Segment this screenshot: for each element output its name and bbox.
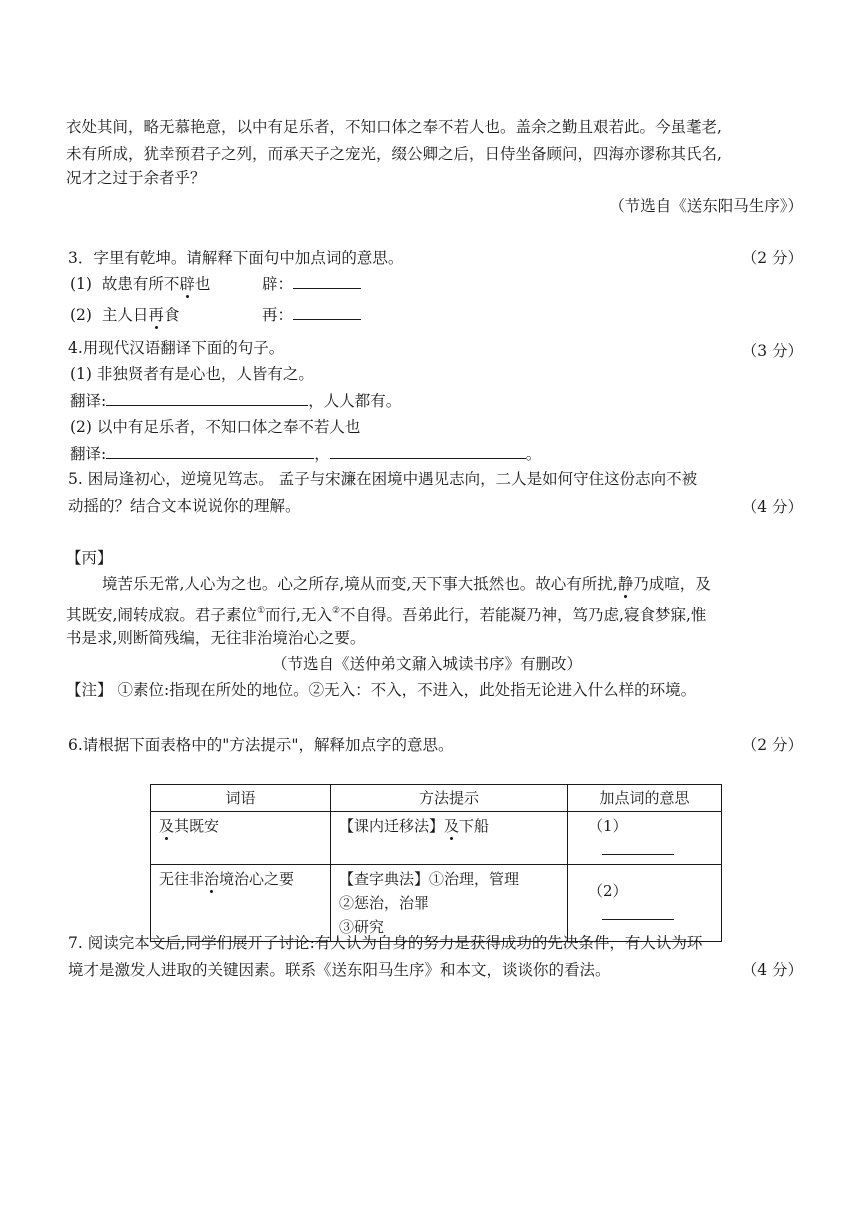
table-row [151, 812, 722, 865]
q4-translation-2 [70, 444, 541, 464]
passage-c-note [66, 680, 696, 700]
passage-c-heading: 【丙】 [66, 549, 113, 567]
q4-score: （3 分） [741, 342, 803, 360]
row-1-word-dotted: 及 [159, 817, 175, 835]
q3-item-2-sentence-post: 食 [163, 306, 180, 324]
table-row [151, 865, 722, 942]
passage-c-line-1-pre: 境苦乐无常,人心为之也。心之所存,境从而变,天下事大抵然也。故心有所扰, [102, 575, 618, 593]
passage-c-line-3: 书是求,则断简残编，无往非治境治心之要。 [66, 629, 366, 647]
row-1-hint-post: 下船 [459, 817, 490, 835]
q3-item-1-sentence-post: 也 [194, 275, 211, 293]
q5-line-2: 动摇的？结合文本说说你的理解。 [68, 497, 301, 515]
q5-score: （4 分） [741, 498, 803, 516]
q3-item-1-sentence-pre: 故患有所不 [101, 275, 180, 293]
q4-translation-2-label: 翻译: [70, 445, 107, 463]
q3-item-2-dotted-word: 再 [148, 306, 164, 324]
passage-b-line-2: 未有所成，犹幸预君子之列，而承天子之宠光，缀公卿之后，日侍坐备顾问，四海亦谬称其氏名, [66, 145, 722, 163]
row-2-answer-blank[interactable] [602, 905, 674, 920]
method-table-header [151, 785, 722, 812]
passage-b-line-3: 况才之过于余者乎？ [66, 169, 206, 187]
q3-item-2-answer [262, 305, 361, 325]
q4-stem: 4.用现代汉语翻译下面的句子。 [68, 339, 285, 357]
footnote-marker-1: ① [256, 606, 266, 616]
q4-translation-1 [70, 391, 401, 411]
q4-item-1: (1) 非独贤者有是心也，人皆有之。 [70, 365, 314, 383]
passage-b-line-1: 衣处其间，略无慕艳意，以中有足乐者，不知口体之奉不若人也。盖余之勤且艰若此。今虽耄老, [66, 118, 722, 136]
q3-item-2-label: 再： [262, 306, 294, 324]
passage-c-note-label: 【注】 [66, 681, 113, 699]
q5-line-1: 5. 困局逢初心，逆境见笃志。 孟子与宋濂在困境中遇见志向，二人是如何守住这份志向不被 [68, 470, 698, 488]
q3-item-1-num: (1) [70, 275, 92, 293]
q3-item-1-blank[interactable] [293, 274, 361, 289]
q7-line-2: 境才是激发人进取的关键因素。联系《送东阳马生序》和本文，谈谈你的看法。 [68, 961, 611, 979]
row-2-hint-line-1: 【查字典法】①治理，管理 [339, 870, 520, 888]
q4-translation-2-mid: ， [314, 445, 330, 463]
row-1-answer-num: （1） [588, 817, 628, 835]
passage-c-note-text: ①素位:指现在所处的地位。②无入：不入，不进入，此处指无论进入什么样的环境。 [117, 681, 697, 699]
passage-c-line-2-b: 而行,无入 [265, 606, 332, 624]
q3-item-1-answer [262, 274, 361, 294]
passage-b-source: （节选自《送东阳马生序》） [609, 197, 803, 215]
q6-score: （2 分） [741, 736, 803, 754]
header-method: 方法提示 [331, 785, 568, 812]
passage-c-dotted-jing: 静 [617, 575, 634, 593]
passage-c-line-1 [102, 574, 711, 594]
q6-stem: 6.请根据下面表格中的"方法提示"，解释加点字的意思。 [68, 736, 454, 754]
q4-translation-1-label: 翻译: [70, 392, 107, 410]
q3-score: （2 分） [741, 249, 803, 267]
q4-item-2: (2) 以中有足乐者，不知口体之奉不若人也 [70, 418, 361, 436]
q3-item-2 [70, 305, 179, 325]
q4-translation-1-tail: ，人人都有。 [308, 392, 402, 410]
row-2-answer [568, 865, 722, 942]
row-1-hint-pre: 【课内迁移法】 [339, 817, 445, 835]
q3-item-2-blank[interactable] [293, 305, 361, 320]
row-1-hint-dotted: 及 [444, 817, 460, 835]
row-1-answer-blank[interactable] [602, 840, 674, 855]
passage-c-source: （节选自《送仲弟文鼐入城读书序》有删改） [272, 655, 583, 673]
q7-score: （4 分） [741, 961, 803, 979]
q3-item-1 [70, 274, 210, 294]
q3-item-2-num: (2) [70, 306, 92, 324]
q4-translation-2-tail: 。 [525, 445, 542, 463]
q3-stem: 3．字里有乾坤。请解释下面句中加点词的意思。 [68, 249, 404, 267]
header-word: 词语 [151, 785, 331, 812]
method-table [150, 784, 722, 942]
passage-c-line-1-post: 乃成喧，及 [633, 575, 711, 593]
footnote-marker-2: ② [331, 606, 341, 616]
q3-item-1-label: 辟： [262, 275, 294, 293]
q7-line-1: 7. 阅读完本文后,同学们展开了讨论:有人认为自身的努力是获得成功的先决条件，有人认为环 [68, 934, 703, 952]
row-2-word-dotted: 治 [204, 870, 220, 888]
passage-c-line-2-a: 其既安,闹转成寂。君子素位 [66, 606, 257, 624]
row-2-word [151, 865, 331, 942]
q4-translation-1-blank[interactable] [106, 391, 308, 406]
row-2-answer-num: （2） [588, 882, 628, 900]
q4-translation-2-blank-b[interactable] [330, 444, 526, 459]
row-2-word-pre: 无往非 [159, 870, 205, 888]
q4-translation-2-blank-a[interactable] [106, 444, 314, 459]
row-2-hint-line-3: ③研究 [339, 918, 385, 936]
row-2-hint [331, 865, 568, 942]
row-2-hint-line-2: ②惩治，治罪 [339, 894, 430, 912]
row-2-word-post: 境治心之要 [219, 870, 295, 888]
row-1-answer [568, 812, 722, 865]
row-1-hint [331, 812, 568, 865]
row-1-word-post: 其既安 [174, 817, 220, 835]
row-1-word [151, 812, 331, 865]
passage-c-line-2-c: 不自得。吾弟此行，若能凝乃神，笃乃虑,寝食梦寐,惟 [340, 606, 707, 624]
passage-c-line-2 [66, 601, 706, 625]
q3-item-2-sentence-pre: 主人日 [101, 306, 149, 324]
q3-item-1-dotted-word: 辟 [179, 275, 195, 293]
header-meaning: 加点词的意思 [568, 785, 722, 812]
